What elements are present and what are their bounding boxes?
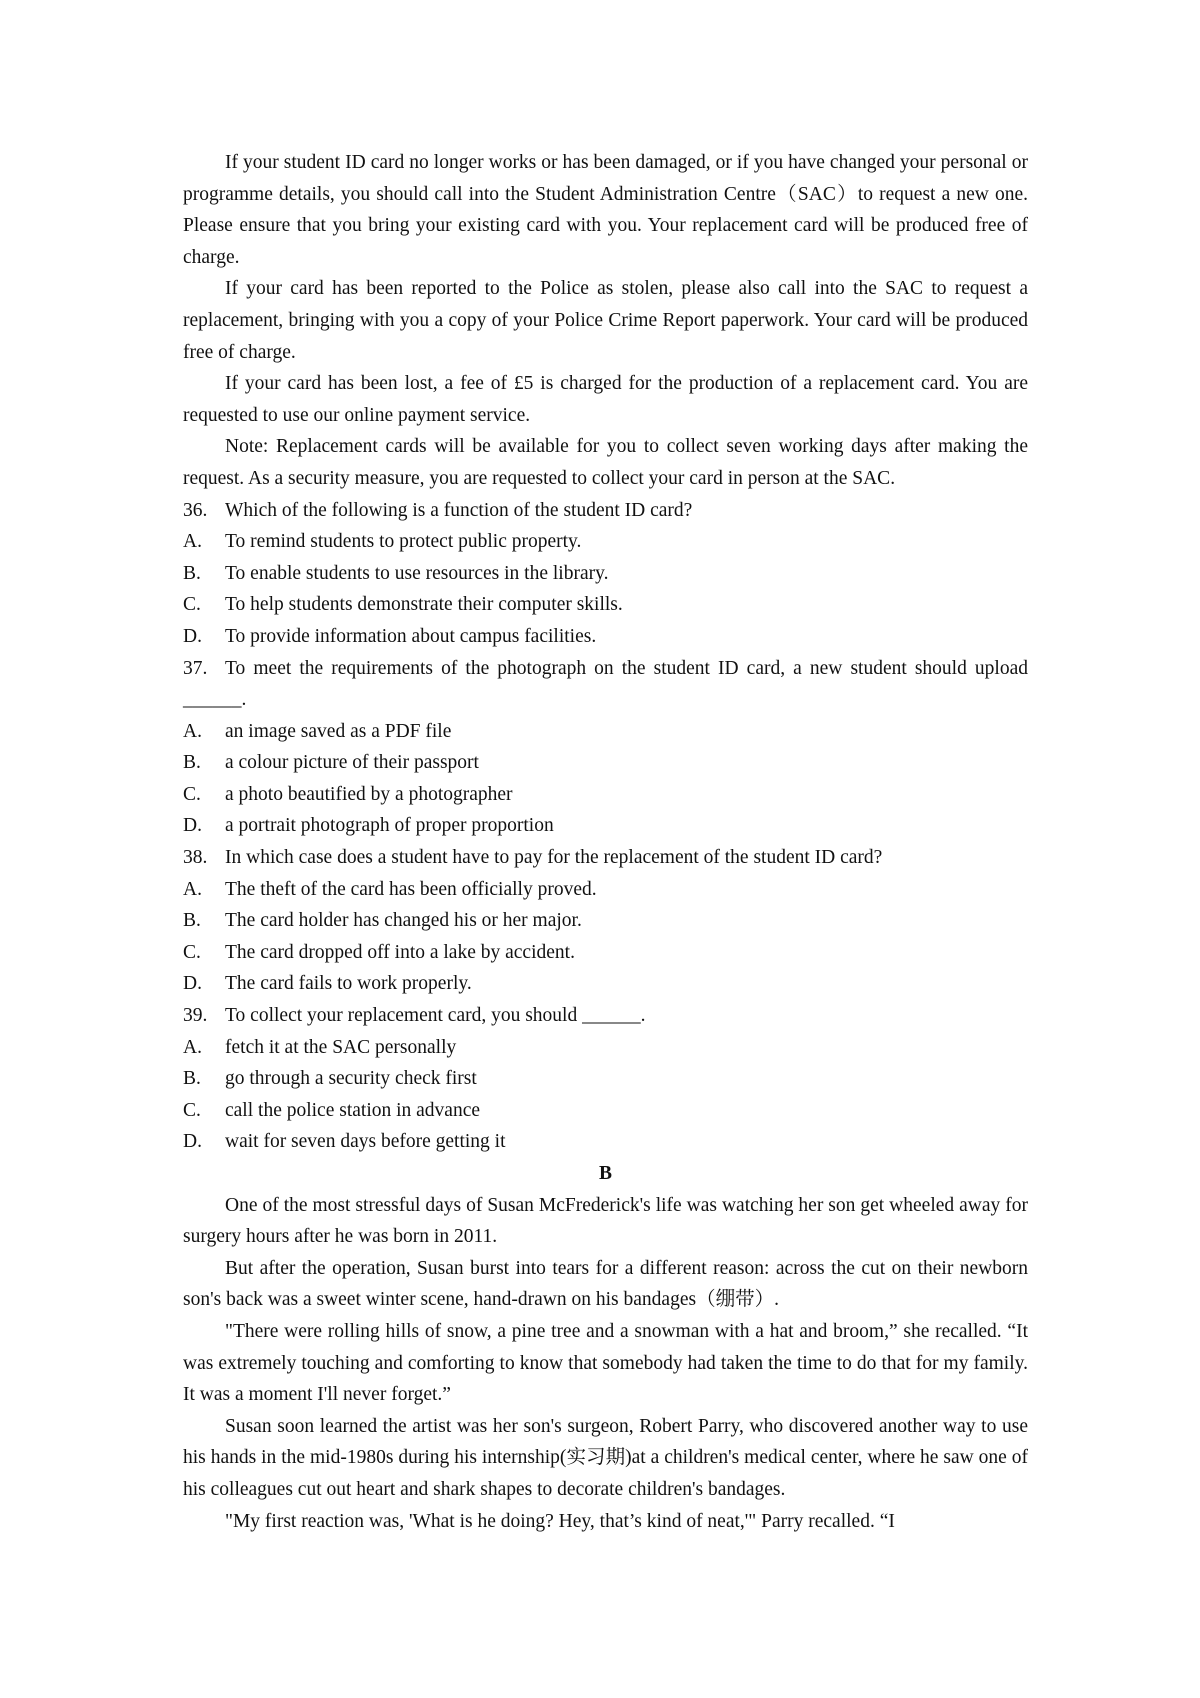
option-text: To enable students to use resources in the library. — [225, 562, 609, 584]
question-number: 37. — [183, 657, 208, 679]
option-letter: D. — [183, 973, 202, 995]
passage-paragraph: If your student ID card no longer works or has been damaged, or if you have changed your personal or programme details, you should call into the Student Administration Centre（SAC）to request a new one. Please ensure that you bring your existing card with you. Your replacement card will be produced free of charge. — [183, 152, 1028, 268]
option-letter: D. — [183, 815, 202, 837]
option-text: To help students demonstrate their computer skills. — [225, 594, 623, 616]
passage-paragraph: But after the operation, Susan burst into tears for a different reason: across the cut on their newborn son's back was a sweet winter scene, hand-drawn on his bandages（绷带）. — [183, 1257, 1028, 1311]
answer-option — [183, 589, 1028, 621]
option-letter: A. — [183, 1036, 202, 1058]
question-stem — [183, 495, 1028, 527]
question-text: Which of the following is a function of the student ID card? — [225, 499, 693, 521]
passage-a — [183, 147, 1028, 495]
option-letter: B. — [183, 1068, 201, 1090]
option-text: an image saved as a PDF file — [225, 720, 452, 742]
question-number: 38. — [183, 847, 208, 869]
option-letter: A. — [183, 531, 202, 553]
question-36 — [183, 495, 1028, 653]
option-letter: C. — [183, 941, 201, 963]
option-letter: B. — [183, 752, 201, 774]
passage-paragraph: Note: Replacement cards will be available for you to collect seven working days after making the request. As a security measure, you are requested to collect your card in person at the SAC. — [183, 436, 1028, 489]
answer-option — [183, 810, 1028, 842]
option-letter: B. — [183, 562, 201, 584]
exam-page — [183, 147, 1028, 1537]
option-text: a colour picture of their passport — [225, 752, 479, 774]
option-letter: C. — [183, 783, 201, 805]
option-text: The card fails to work properly. — [225, 973, 472, 995]
answer-option — [183, 1126, 1028, 1158]
answer-option — [183, 716, 1028, 748]
option-text: The card holder has changed his or her major. — [225, 910, 582, 932]
option-text: wait for seven days before getting it — [225, 1131, 506, 1153]
answer-option — [183, 558, 1028, 590]
answer-option — [183, 779, 1028, 811]
answer-option — [183, 1063, 1028, 1095]
answer-option — [183, 1032, 1028, 1064]
question-38 — [183, 842, 1028, 1000]
option-letter: A. — [183, 720, 202, 742]
option-text: go through a security check first — [225, 1068, 477, 1090]
answer-option — [183, 905, 1028, 937]
question-stem — [183, 653, 1028, 716]
answer-option — [183, 937, 1028, 969]
section-heading: B — [598, 1163, 612, 1184]
option-letter: B. — [183, 910, 201, 932]
question-37 — [183, 653, 1028, 843]
question-number: 39. — [183, 1005, 208, 1027]
option-text: a portrait photograph of proper proportion — [225, 815, 554, 837]
question-text: To collect your replacement card, you should ______. — [225, 1005, 646, 1027]
option-text: The card dropped off into a lake by accident. — [225, 941, 575, 963]
option-letter: A. — [183, 878, 202, 900]
option-letter: C. — [183, 1099, 201, 1121]
passage-b — [183, 1158, 1028, 1537]
option-text: fetch it at the SAC personally — [225, 1036, 457, 1058]
option-letter: D. — [183, 625, 202, 647]
option-text: To provide information about campus facilities. — [225, 625, 597, 647]
passage-paragraph: "There were rolling hills of snow, a pine tree and a snowman with a hat and broom,” she recalled. “It was extremely touching and comforting to know that somebody had taken the time to do that for my family. It was a moment I'll never forget.” — [183, 1320, 1028, 1406]
answer-option — [183, 1095, 1028, 1127]
passage-paragraph: If your card has been lost, a fee of £5 is charged for the production of a replacement card. You are requested to use our online payment service. — [183, 373, 1028, 426]
question-39 — [183, 1000, 1028, 1158]
passage-paragraph: Susan soon learned the artist was her son's surgeon, Robert Parry, who discovered another way to use his hands in the mid-1980s during his internship(实习期)at a children's medical center, where he saw one of his colleagues cut out heart and shark shapes to decorate children's bandages. — [183, 1415, 1028, 1500]
answer-option — [183, 526, 1028, 558]
answer-option — [183, 747, 1028, 779]
question-stem — [183, 1000, 1028, 1032]
option-text: a photo beautified by a photographer — [225, 783, 513, 805]
passage-paragraph: One of the most stressful days of Susan McFrederick's life was watching her son get wheeled away for surgery hours after he was born in 2011. — [183, 1194, 1028, 1248]
answer-option — [183, 968, 1028, 1000]
passage-paragraph: If your card has been reported to the Police as stolen, please also call into the SAC to request a replacement, bringing with you a copy of your Police Crime Report paperwork. Your card will be produced free of charge. — [183, 278, 1028, 363]
passage-paragraph: "My first reaction was, 'What is he doing? Hey, that’s kind of neat,'" Parry recalled. “I — [225, 1510, 895, 1532]
option-text: To remind students to protect public property. — [225, 531, 582, 553]
question-text: To meet the requirements of the photograph on the student ID card, a new student should upload ______. — [183, 657, 1028, 711]
answer-option — [183, 621, 1028, 653]
answer-option — [183, 874, 1028, 906]
option-text: call the police station in advance — [225, 1099, 481, 1121]
question-number: 36. — [183, 499, 208, 521]
option-letter: D. — [183, 1131, 202, 1153]
option-letter: C. — [183, 594, 201, 616]
question-text: In which case does a student have to pay for the replacement of the student ID card? — [225, 847, 883, 869]
option-text: The theft of the card has been officially proved. — [225, 878, 597, 900]
question-stem — [183, 842, 1028, 874]
